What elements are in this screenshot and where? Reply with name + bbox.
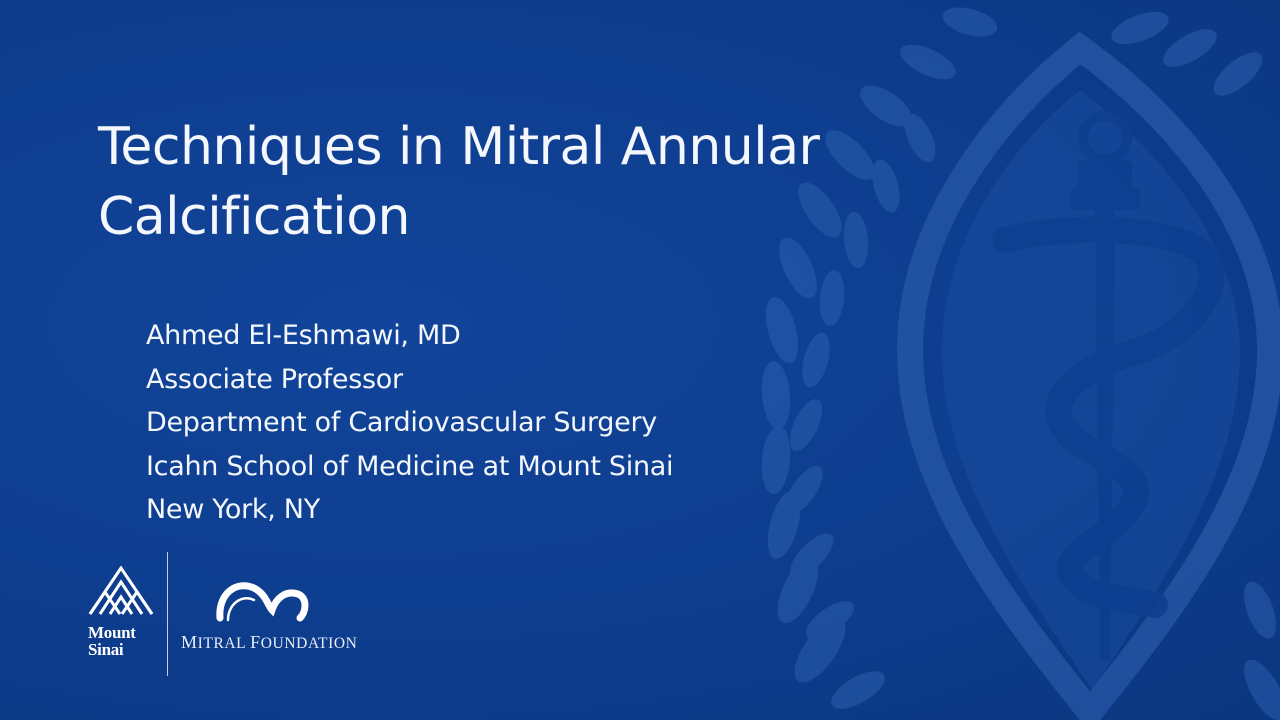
author-info xyxy=(146,314,673,532)
asclepius-emblem-icon xyxy=(760,0,1280,720)
author-name: Ahmed El-Eshmawi, MD xyxy=(146,320,461,351)
mount-sinai-logo-line-2: Sinai xyxy=(88,640,124,659)
mitral-foundation-logo-text xyxy=(181,632,357,653)
mitral-foundation-text-part-2: OUNDATION xyxy=(260,635,358,652)
mitral-foundation-text-part-1: ITRAL xyxy=(197,635,251,652)
logo-divider xyxy=(167,552,168,676)
author-role: Associate Professor xyxy=(146,363,403,395)
slide-title xyxy=(98,112,958,252)
mount-sinai-logo-line-1: Mount xyxy=(88,623,136,642)
slide-title-line-2: Calcification xyxy=(98,187,410,247)
slide-title-line-1: Techniques in Mitral Annular xyxy=(98,117,820,177)
mount-sinai-logo-text xyxy=(88,624,136,658)
mountain-peaks-icon xyxy=(88,566,154,616)
footer-logos xyxy=(84,552,384,676)
mitral-foundation-letter-f: F xyxy=(250,632,261,652)
mitral-valve-curve-icon xyxy=(214,574,310,628)
mitral-foundation-letter-m: M xyxy=(181,632,198,652)
author-institution: Icahn School of Medicine at Mount Sinai xyxy=(146,450,674,482)
author-location: New York, NY xyxy=(146,494,320,525)
author-department: Department of Cardiovascular Surgery xyxy=(146,407,657,438)
